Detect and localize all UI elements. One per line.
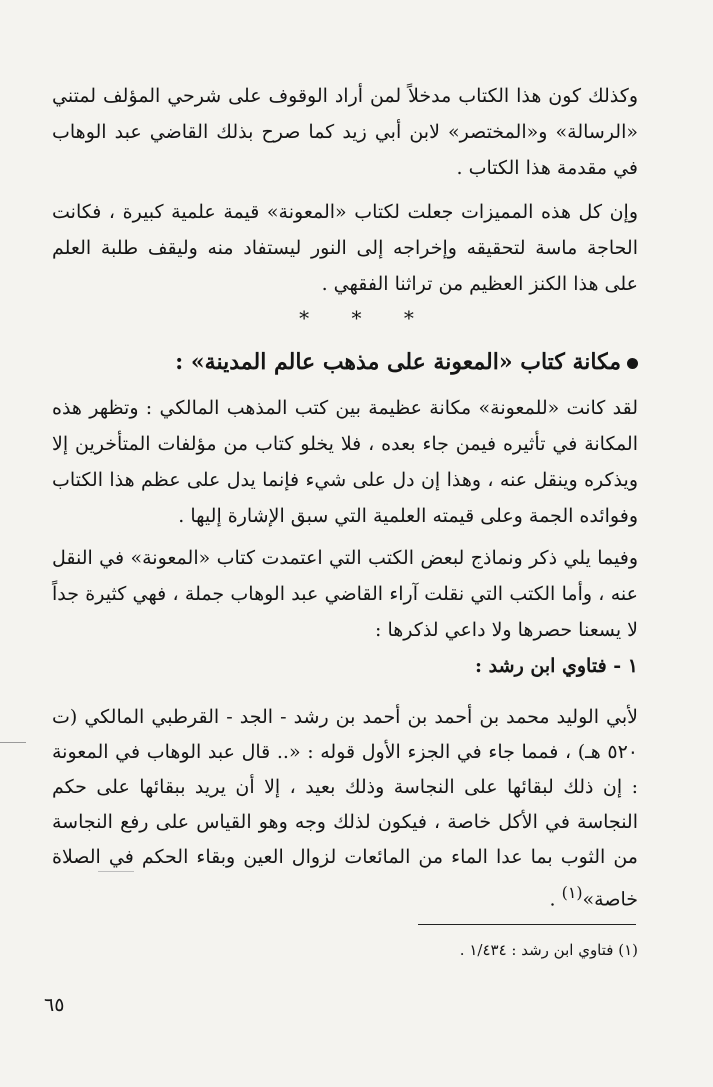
scan-mark <box>0 742 26 743</box>
footnote: (١) فتاوي ابن رشد : ١/٤٣٤ . <box>459 941 638 959</box>
paragraph-examples-intro: وفيما يلي ذكر ونماذج لبعض الكتب التي اعتمدت كتاب «المعونة» في النقل عنه ، وأما الكتب التي نقلت آراء القاضي عبد الوهاب جملة ، فهي كثيرة جداً لا يسعنا حصرها ولا داعي لذكرها : <box>52 547 638 641</box>
subheading-fatawi-ibn-rushd: ١ - فتاوي ابن رشد : <box>475 655 638 677</box>
paragraph-ibn-rushd-quote <box>52 700 638 917</box>
separator-star: * <box>299 306 310 330</box>
section-separator <box>0 306 713 330</box>
section-heading <box>52 344 638 380</box>
footnote-reference: (١) <box>561 883 583 902</box>
paragraph-book-status: لقد كانت «للمعونة» مكانة عظيمة بين كتب المذهب المالكي : وتظهر هذه المكانة في تأثيره فيمن جاء بعده ، فلا يخلو كتاب من مؤلفات المتأخرين إلا ويذكره وينقل عنه ، وهذا إن دل على شيء فإنما يدل على عظم هذا الكتاب وفوائده الجمة وعلى قيمته العلمية التي سبق الإشارة إليها . <box>52 397 638 527</box>
paragraph-intro-continuation: وكذلك كون هذا الكتاب مدخلاً لمن أراد الوقوف على شرحي المؤلف لمتني «الرسالة» و«المختصر» لابن أبي زيد كما صرح بذلك القاضي عبد الوهاب في مقدمة هذا الكتاب . <box>52 85 638 179</box>
scan-mark <box>98 871 134 872</box>
section-heading-text: مكانة كتاب «المعونة على مذهب عالم المدينة» : <box>175 349 621 375</box>
bullet-icon <box>627 358 638 369</box>
paragraph-importance: وإن كل هذه المميزات جعلت لكتاب «المعونة» قيمة علمية كبيرة ، فكانت الحاجة ماسة لتحقيقه وإخراجه إلى النور ليستفاد منه وليقف طلبة العلم على هذا الكنز العظيم من تراثنا الفقهي . <box>52 201 638 295</box>
page-number: ٦٥ <box>44 994 65 1016</box>
separator-star: * <box>351 306 362 330</box>
footnote-divider <box>418 924 636 925</box>
quote-text: لأبي الوليد محمد بن أحمد بن أحمد بن رشد - الجد - القرطبي المالكي (ت ٥٢٠ هـ) ، فمما جاء في الجزء الأول قوله : «.. قال عبد الوهاب في المعونة : إن ذلك لبقائها على النجاسة وذلك بعيد ، إلا أن يريد ببقائها على حكم النجاسة في الأكل خاصة ، فيكون لذلك وجه وهو القياس على رفع النجاسة من الثوب بما عدا الماء من المائعات لزوال العين وبقاء الحكم في الصلاة خاصة» <box>52 706 638 911</box>
separator-star: * <box>403 306 414 330</box>
quote-end: . <box>549 888 562 911</box>
